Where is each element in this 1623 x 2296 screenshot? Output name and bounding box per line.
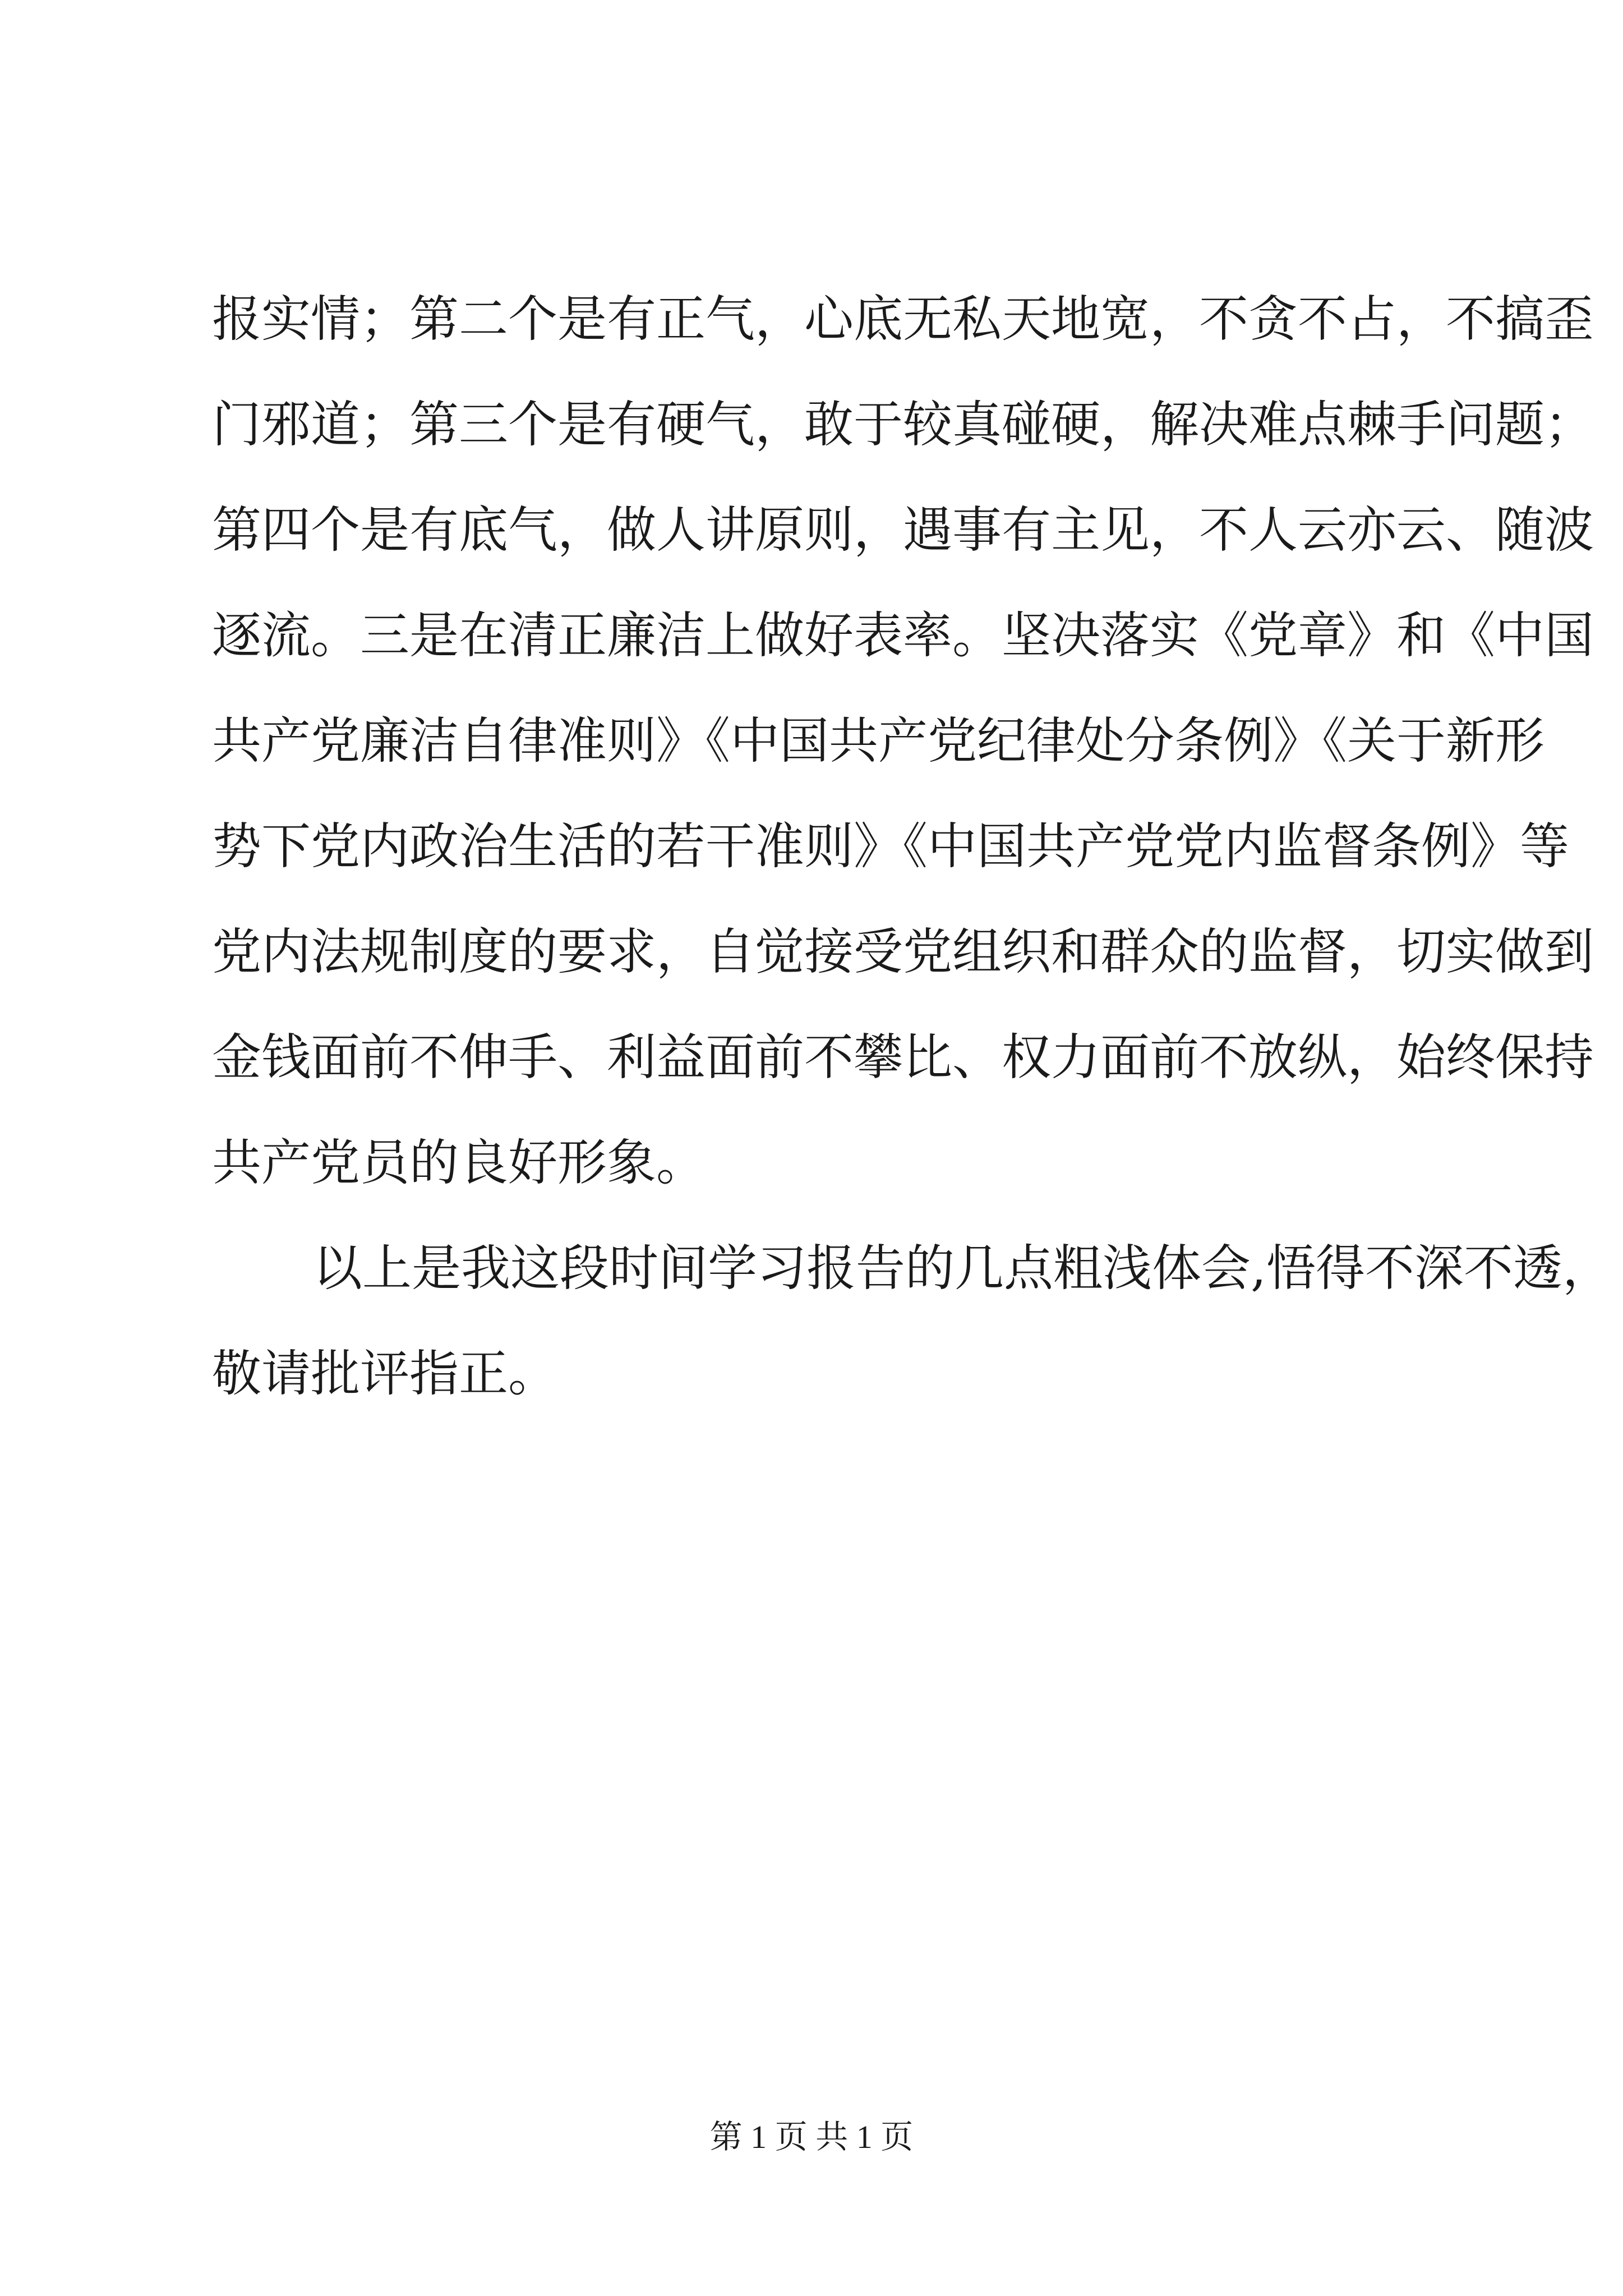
paragraph-line: 敬请批评指正。 [212, 1345, 558, 1402]
page-number-footer: 第 1 页 共 1 页 [709, 2119, 914, 2155]
paragraph-2 [212, 1216, 1612, 1427]
paragraph-line: 门邪道；第三个是有硬气，敢于较真碰硬，解决难点棘手问题； [212, 395, 1594, 453]
paragraph-line: 势下党内政治生活的若干准则》《中国共产党党内监督条例》等 [212, 817, 1570, 875]
paragraph-1 [212, 266, 1594, 1216]
paragraph-line: 以上是我这段时间学习报告的几点粗浅体会,悟得不深不透， [313, 1239, 1612, 1297]
paragraph-line: 逐流。三是在清正廉洁上做好表率。坚决落实《党章》和《中国 [212, 606, 1594, 664]
paragraph-line: 共产党员的良好形象。 [212, 1134, 706, 1191]
paragraph-line: 第四个是有底气，做人讲原则，遇事有主见，不人云亦云、随波 [212, 501, 1594, 559]
paragraph-line: 共产党廉洁自律准则》《中国共产党纪律处分条例》《关于新形 [212, 712, 1545, 770]
paragraph-line: 金钱面前不伸手、利益面前不攀比、权力面前不放纵，始终保持 [212, 1028, 1594, 1086]
paragraph-line: 报实情；第二个是有正气，心底无私天地宽，不贪不占，不搞歪 [212, 290, 1594, 348]
body-text [212, 266, 1612, 1427]
paragraph-line: 党内法规制度的要求，自觉接受党组织和群众的监督，切实做到 [212, 923, 1594, 981]
